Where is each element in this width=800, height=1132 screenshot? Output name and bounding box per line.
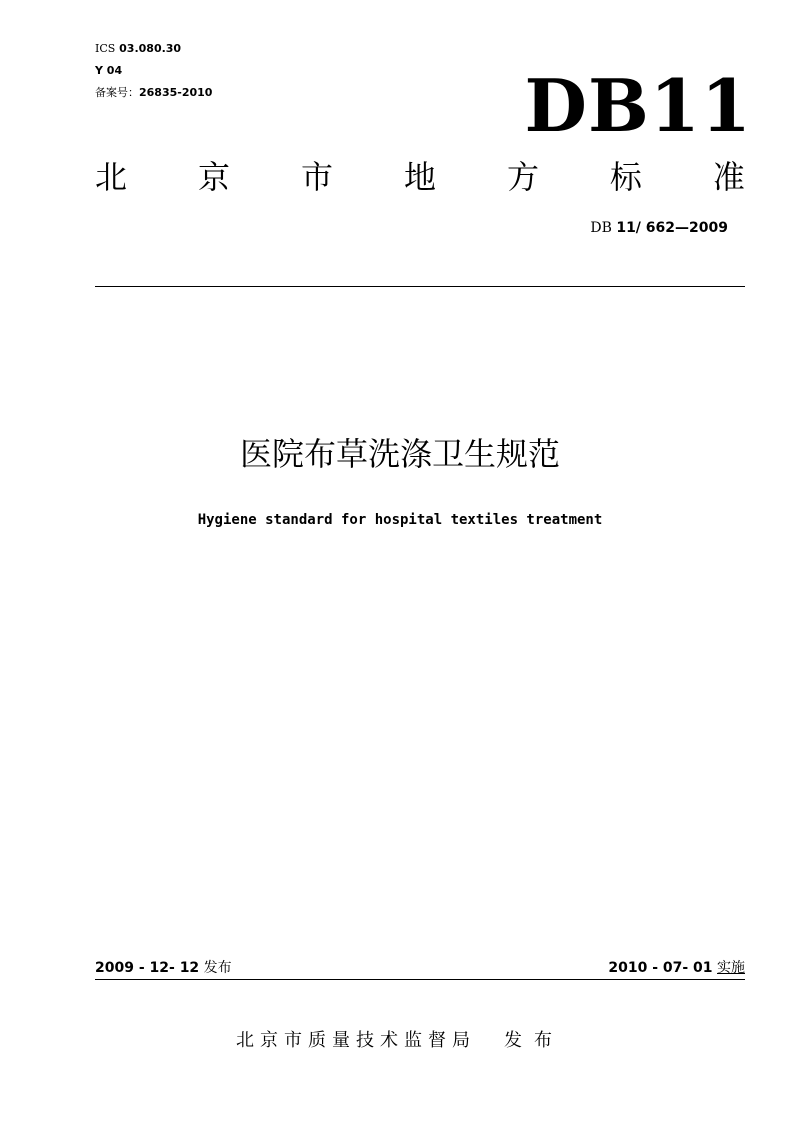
implementation-date: 2010 - 07- 01 (608, 960, 713, 976)
issuer-line (0, 1028, 800, 1054)
issuer-action: 发布 (504, 1030, 564, 1051)
standard-class-char: 方 (506, 158, 539, 196)
ics-code-line (95, 42, 181, 56)
standard-class-char: 市 (300, 158, 333, 196)
ccs-code: Y 04 (95, 64, 123, 77)
filing-label: 备案号： (95, 86, 139, 99)
standard-code-prefix: DB (590, 220, 612, 236)
document-title-en: Hygiene standard for hospital textiles treatment (197, 512, 603, 528)
implementation-label: 实施 (717, 960, 745, 976)
issuer-organization: 北京市质量技术监督局 (236, 1030, 476, 1051)
date-divider (95, 979, 745, 980)
implementation-date-line (608, 958, 745, 978)
header-divider (95, 286, 745, 287)
standard-class-char: 标 (609, 158, 642, 196)
issue-label: 发布 (203, 960, 232, 976)
standard-class-char: 京 (197, 158, 230, 196)
document-title-zh: 医院布草洗涤卫生规范 (239, 435, 560, 473)
standard-class-heading (95, 155, 745, 199)
standard-code (590, 218, 728, 238)
issue-date-line (95, 958, 232, 978)
standard-code-number: 11/ 662—2009 (616, 220, 728, 236)
standard-class-char: 地 (403, 158, 436, 196)
filing-number-line (95, 86, 212, 100)
standard-class-char: 准 (712, 158, 745, 196)
ics-prefix: ICS (95, 42, 116, 55)
ics-code: 03.080.30 (119, 42, 182, 55)
standard-class-char: 北 (95, 158, 128, 196)
filing-number: 26835-2010 (139, 86, 213, 99)
issue-date: 2009 - 12- 12 (95, 960, 200, 976)
db11-logo: DB11 (524, 63, 752, 148)
